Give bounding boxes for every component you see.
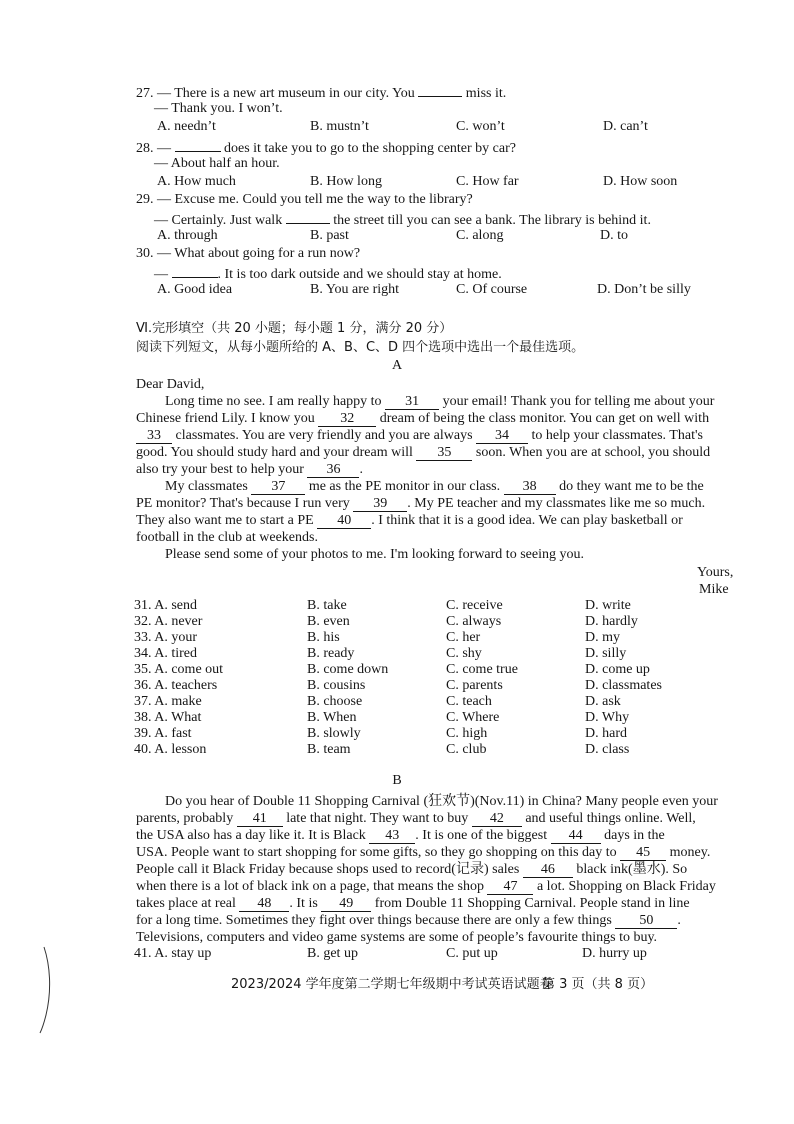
letter-closing: Yours, — [697, 565, 734, 580]
passage-text: days in the — [604, 828, 665, 843]
choice-31-d: D. write — [585, 598, 631, 613]
passage-a-line — [165, 478, 704, 495]
q28-stem: does it take you to go to the shopping center by car? — [224, 141, 516, 156]
q28-line1 — [136, 137, 516, 157]
q29-stem: the street till you can see a bank. The library is behind it. — [333, 213, 651, 228]
passage-text: from Double 11 Shopping Carnival. People stand in line — [374, 896, 690, 911]
choice-40-d: D. class — [585, 742, 630, 757]
passage-b-label: B — [392, 773, 402, 788]
blank-37: 37 — [251, 480, 305, 495]
choice-37-b: B. choose — [307, 694, 363, 709]
choice-31-a: 31. A. send — [134, 598, 197, 613]
q27-option-c: C. won’t — [456, 119, 505, 134]
q30-dash: — — [154, 267, 168, 282]
passage-text: . It is — [289, 896, 318, 911]
footer-page-number: 第 3 页（共 8 页） — [542, 977, 654, 992]
choice-32-c: C. always — [446, 614, 502, 629]
q29-option-a: A. through — [157, 228, 218, 243]
section-title: Ⅵ.完形填空（共 20 小题；每小题 1 分，满分 20 分） — [136, 321, 453, 336]
passage-text: do they want me to be the — [559, 479, 704, 494]
letter-signature: Mike — [699, 582, 729, 597]
blank-42: 42 — [472, 812, 522, 827]
passage-a-line — [136, 444, 710, 461]
choice-33-d: D. my — [585, 630, 620, 645]
q29-option-c: C. along — [456, 228, 504, 243]
passage-text: People call it Black Friday because shops used to record(记录) sales — [136, 862, 520, 877]
blank-46: 46 — [523, 863, 573, 878]
passage-text: Long time no see. I am really happy to — [165, 394, 382, 409]
passage-text: classmates. You are very friendly and you are always — [175, 428, 473, 443]
blank-44: 44 — [551, 829, 601, 844]
choice-34-c: C. shy — [446, 646, 482, 661]
blank-50: 50 — [615, 914, 677, 929]
passage-text: the USA also has a day like it. It is Black — [136, 828, 366, 843]
passage-text: a lot. Shopping on Black Friday — [536, 879, 716, 894]
passage-b-line — [136, 827, 665, 844]
q27-option-a: A. needn’t — [157, 119, 216, 134]
blank-32: 32 — [318, 412, 376, 427]
passage-text: . — [359, 462, 363, 477]
q29-option-b: B. past — [310, 228, 349, 243]
passage-text: . It is one of the biggest — [415, 828, 548, 843]
choice-36-c: C. parents — [446, 678, 503, 693]
q29-blank — [286, 209, 330, 224]
q30-option-a: A. Good idea — [157, 282, 233, 297]
passage-a-line — [165, 393, 714, 410]
q27-line1 — [136, 82, 506, 102]
choice-40-a: 40. A. lesson — [134, 742, 207, 757]
passage-text: They also want me to start a PE — [136, 513, 314, 528]
choice-39-a: 39. A. fast — [134, 726, 192, 741]
passage-b-line — [136, 861, 687, 878]
passage-b-line: Do you hear of Double 11 Shopping Carnival (狂欢节)(Nov.11) in China? Many people even your — [165, 794, 718, 809]
choice-34-a: 34. A. tired — [134, 646, 197, 661]
choice-35-b: B. come down — [307, 662, 389, 677]
passage-text: soon. When you are at school, you should — [475, 445, 711, 460]
q27-blank — [418, 82, 462, 97]
passage-a-label: A — [391, 358, 403, 373]
choice-31-c: C. receive — [446, 598, 503, 613]
q27-line2: — Thank you. I won’t. — [154, 101, 283, 116]
passage-text: Chinese friend Lily. I know you — [136, 411, 315, 426]
choice-38-b: B. When — [307, 710, 357, 725]
passage-text: me as the PE monitor in our class. — [308, 479, 501, 494]
q29-line2 — [154, 209, 651, 229]
choice-34-b: B. ready — [307, 646, 355, 661]
passage-text: for a long time. Sometimes they fight over things because there are only a few things — [136, 913, 612, 928]
passage-b-line — [136, 895, 690, 912]
choice-36-a: 36. A. teachers — [134, 678, 218, 693]
passage-text: your email! Thank you for telling me about your — [442, 394, 715, 409]
passage-text: late that night. They want to buy — [286, 811, 469, 826]
q30-line2 — [154, 263, 502, 283]
choice-41-b: B. get up — [307, 946, 358, 961]
passage-text: parents, probably — [136, 811, 234, 826]
passage-text: also try your best to help your — [136, 462, 304, 477]
choice-35-d: D. come up — [585, 662, 650, 677]
passage-a-line — [136, 495, 705, 512]
passage-b-line — [136, 878, 716, 895]
choice-41-d: D. hurry up — [582, 946, 647, 961]
passage-b-line — [136, 810, 696, 827]
q27-stem: 27. — There is a new art museum in our city. You — [136, 86, 415, 101]
passage-b-line: Televisions, computers and video game systems are some of people’s favourite things to buy. — [136, 930, 658, 945]
choice-32-a: 32. A. never — [134, 614, 203, 629]
passage-text: My classmates — [165, 479, 248, 494]
passage-text: . I think that it is a good idea. We can play basketball or — [371, 513, 683, 528]
q30-option-b: B. You are right — [310, 282, 400, 297]
blank-41: 41 — [237, 812, 283, 827]
choice-33-a: 33. A. your — [134, 630, 197, 645]
choice-32-b: B. even — [307, 614, 350, 629]
passage-text: . — [677, 913, 681, 928]
blank-40: 40 — [317, 514, 371, 529]
choice-36-b: B. cousins — [307, 678, 366, 693]
q30-blank — [172, 263, 218, 278]
blank-47: 47 — [487, 880, 533, 895]
q28-line2: — About half an hour. — [154, 156, 280, 171]
scan-mark-decoration — [36, 945, 58, 1035]
passage-text: USA. People want to start shopping for some gifts, so they go shopping on this day to — [136, 845, 617, 860]
choice-41-a: 41. A. stay up — [134, 946, 212, 961]
choice-39-b: B. slowly — [307, 726, 361, 741]
q29-line1: 29. — Excuse me. Could you tell me the way to the library? — [136, 192, 473, 207]
choice-33-c: C. her — [446, 630, 481, 645]
blank-38: 38 — [504, 480, 556, 495]
choice-39-c: C. high — [446, 726, 488, 741]
q30-stem: . It is too dark outside and we should stay at home. — [217, 267, 502, 282]
choice-35-c: C. come true — [446, 662, 518, 677]
q28-option-d: D. How soon — [603, 174, 678, 189]
q30-line1: 30. — What about going for a run now? — [136, 246, 361, 261]
passage-b-line — [136, 844, 710, 861]
blank-35: 35 — [416, 446, 472, 461]
choice-39-d: D. hard — [585, 726, 627, 741]
passage-text: to help your classmates. That's — [531, 428, 703, 443]
q29-option-d: D. to — [600, 228, 628, 243]
choice-35-a: 35. A. come out — [134, 662, 224, 677]
letter-greeting: Dear David, — [136, 377, 205, 392]
choice-38-d: D. Why — [585, 710, 630, 725]
q30-option-c: C. Of course — [456, 282, 528, 297]
passage-a-line: football in the club at weekends. — [136, 530, 318, 545]
choice-32-d: D. hardly — [585, 614, 638, 629]
blank-33: 33 — [136, 429, 172, 444]
passage-text: takes place at real — [136, 896, 236, 911]
passage-text: PE monitor? That's because I run very — [136, 496, 350, 511]
choice-38-c: C. Where — [446, 710, 500, 725]
passage-text: money. — [669, 845, 711, 860]
choice-41-c: C. put up — [446, 946, 498, 961]
q28-option-b: B. How long — [310, 174, 382, 189]
passage-text: dream of being the class monitor. You can get on well with — [379, 411, 710, 426]
blank-49: 49 — [321, 897, 371, 912]
choice-38-a: 38. A. What — [134, 710, 202, 725]
passage-a-line — [136, 512, 683, 529]
q28-option-a: A. How much — [157, 174, 236, 189]
passage-a-line — [136, 410, 709, 427]
choice-40-c: C. club — [446, 742, 487, 757]
q29-stem-start: — Certainly. Just walk — [154, 213, 283, 228]
q28-stem-start: 28. — — [136, 141, 171, 156]
choice-37-c: C. teach — [446, 694, 492, 709]
choice-37-d: D. ask — [585, 694, 621, 709]
passage-text: when there is a lot of black ink on a page, that means the shop — [136, 879, 484, 894]
blank-48: 48 — [239, 897, 289, 912]
q28-blank — [175, 137, 221, 152]
choice-37-a: 37. A. make — [134, 694, 202, 709]
section-instruction: 阅读下列短文，从每小题所给的 A、B、C、D 四个选项中选出一个最佳选项。 — [136, 340, 585, 355]
blank-45: 45 — [620, 846, 666, 861]
blank-39: 39 — [353, 497, 407, 512]
q27-option-d: D. can’t — [603, 119, 648, 134]
blank-36: 36 — [307, 463, 359, 478]
footer-title: 2023/2024 学年度第二学期七年级期中考试英语试题卷 — [231, 977, 553, 992]
passage-a-line — [136, 461, 363, 478]
passage-b-line — [136, 912, 681, 929]
passage-a-closing-paragraph: Please send some of your photos to me. I'm looking forward to seeing you. — [165, 547, 584, 562]
passage-text: . My PE teacher and my classmates like me so much. — [407, 496, 706, 511]
passage-text: and useful things online. Well, — [525, 811, 696, 826]
q27-stem-end: miss it. — [465, 86, 507, 101]
choice-40-b: B. team — [307, 742, 351, 757]
blank-43: 43 — [369, 829, 415, 844]
q30-option-d: D. Don’t be silly — [597, 282, 691, 297]
passage-text: good. You should study hard and your dream will — [136, 445, 413, 460]
choice-34-d: D. silly — [585, 646, 627, 661]
q28-option-c: C. How far — [456, 174, 519, 189]
passage-text: black ink(墨水). So — [576, 862, 688, 877]
q27-option-b: B. mustn’t — [310, 119, 369, 134]
passage-a-line — [136, 427, 703, 444]
choice-31-b: B. take — [307, 598, 347, 613]
blank-31: 31 — [385, 395, 439, 410]
blank-34: 34 — [476, 429, 528, 444]
choice-36-d: D. classmates — [585, 678, 662, 693]
choice-33-b: B. his — [307, 630, 340, 645]
